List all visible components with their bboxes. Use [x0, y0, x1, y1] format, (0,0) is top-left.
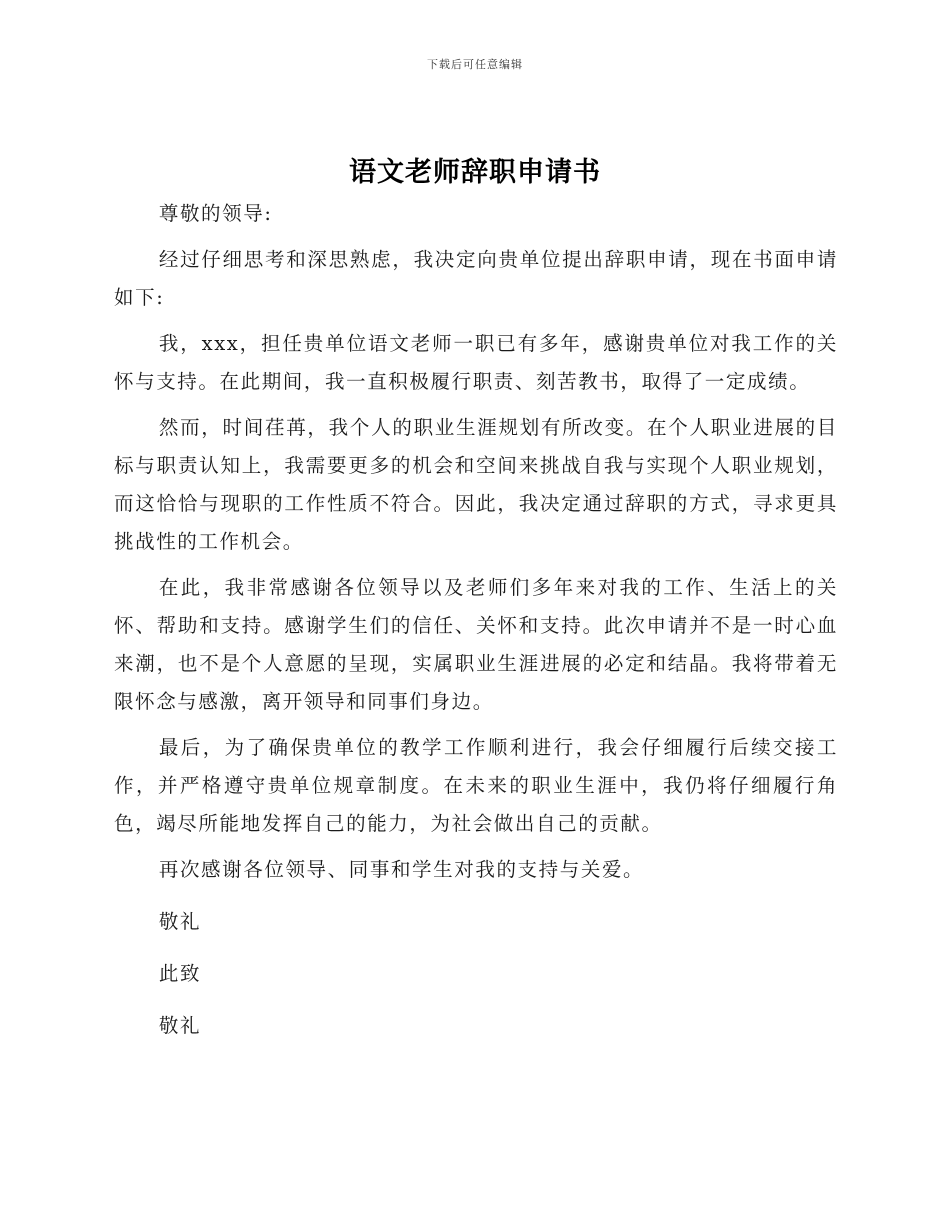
document-title: 语文老师辞职申请书	[349, 157, 601, 188]
paragraph-handover: 最后，为了确保贵单位的教学工作顺利进行，我会仔细履行后续交接工作，并严格遵守贵单位规章制度。在未来的职业生涯中，我仍将仔细履行角色，竭尽所能地发挥自己的能力，为社会做出自己的贡献。	[114, 736, 838, 835]
paragraph-intro: 经过仔细思考和深思熟虑，我决定向贵单位提出辞职申请，现在书面申请如下:	[114, 248, 838, 309]
closing-regards-1: 敬礼	[158, 910, 202, 933]
paragraph-reason: 然而，时间荏苒，我个人的职业生涯规划有所改变。在个人职业进展的目标与职责认知上，我需要更多的机会和空间来挑战自我与实现个人职业规划，而这恰恰与现职的工作性质不符合。因此，我决定通过辞职的方式，寻求更具挑战性的工作机会。	[114, 416, 838, 553]
paragraph-background: 我，xxx，担任贵单位语文老师一职已有多年，感谢贵单位对我工作的关怀与支持。在此期间，我一直积极履行职责、刻苦教书，取得了一定成绩。	[114, 332, 838, 393]
salutation: 尊敬的领导:	[158, 202, 273, 225]
paragraph-closing-thanks: 再次感谢各位领导、同事和学生对我的支持与关爱。	[158, 858, 645, 881]
closing-cizhi: 此致	[158, 962, 202, 985]
closing-regards-2: 敬礼	[158, 1014, 202, 1037]
paragraph-thanks: 在此，我非常感谢各位领导以及老师们多年来对我的工作、生活上的关怀、帮助和支持。感谢学生们的信任、关怀和支持。此次申请并不是一时心血来潮，也不是个人意愿的呈现，实属职业生涯进展的必定和结晶。我将带着无限怀念与感激，离开领导和同事们身边。	[114, 576, 838, 713]
document-body	[114, 195, 838, 1059]
header-note: 下载后可任意编辑	[427, 58, 523, 71]
